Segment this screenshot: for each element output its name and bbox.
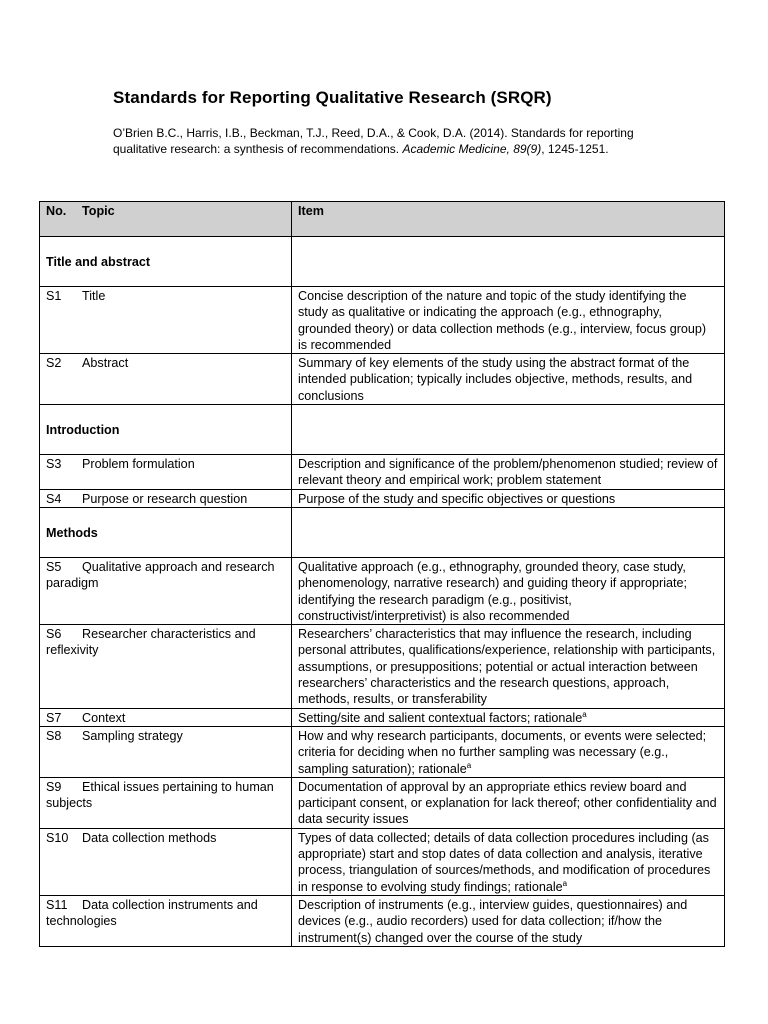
row-number: S11 (46, 897, 68, 912)
row-item-cell (292, 354, 725, 405)
row-number: S9 (46, 779, 62, 794)
row-number: S10 (46, 830, 69, 845)
row-item: Summary of key elements of the study using the abstract format of the intended publication; typically includes objective, methods, results, and conclusions (298, 356, 693, 403)
row-number: S6 (46, 627, 62, 642)
header-topic: Topic (82, 204, 115, 218)
row-topic: Title (82, 289, 106, 303)
table-row (40, 354, 725, 405)
table-header-row (40, 202, 725, 237)
section-item-empty (292, 507, 725, 557)
row-item-cell (292, 895, 725, 946)
row-item: Setting/site and salient contextual factors; rationale (298, 710, 583, 725)
row-topic-cell (40, 895, 292, 946)
row-item: Concise description of the nature and topic of the study identifying the study as qualitative or indicating the approach (e.g., ethnography, grounded theory) or data collection methods (e.g., interview, focus group) is recommended (298, 289, 707, 352)
table-row (40, 489, 725, 507)
section-name: Introduction (40, 405, 292, 455)
header-no: No. (46, 204, 67, 218)
document-title: Standards for Reporting Qualitative Research (SRQR) (113, 88, 552, 107)
row-topic: Data collection methods (82, 830, 217, 845)
row-topic: Context (82, 710, 126, 725)
section-name: Methods (40, 507, 292, 557)
row-topic: Data collection instruments and technologies (46, 897, 258, 929)
row-topic-cell (40, 455, 292, 490)
row-topic: Sampling strategy (82, 728, 183, 743)
row-number: S7 (46, 710, 62, 725)
footnote-marker: a (582, 709, 587, 719)
table-row (40, 708, 725, 726)
table-row (40, 557, 725, 624)
citation (113, 125, 673, 157)
row-topic-cell (40, 489, 292, 507)
row-topic: Ethical issues pertaining to human subjects (46, 779, 274, 811)
section-item-empty (292, 405, 725, 455)
header-no-topic (40, 202, 292, 237)
row-item-cell (292, 828, 725, 895)
section-item-empty (292, 237, 725, 287)
table-row (40, 828, 725, 895)
row-item: Researchers’ characteristics that may influence the research, including personal attributes, qualifications/experience, relationship with participants, assumptions, or presuppositions; potential or actual interaction between researchers’ characteristics and the research questions, approach, methods, results, or transferability (298, 627, 716, 707)
row-item-cell (292, 489, 725, 507)
row-item: Qualitative approach (e.g., ethnography, grounded theory, case study, phenomenology, narrative research) and guiding theory if appropriate; identifying the research paradigm (e.g., positivist, constructivist/interpretivist) is also recommended (298, 559, 688, 623)
row-topic: Problem formulation (82, 457, 195, 472)
row-item-cell (292, 726, 725, 777)
header-item: Item (292, 202, 725, 237)
citation-pages: , 1245-1251. (541, 142, 609, 156)
row-topic-cell (40, 287, 292, 354)
footnote-marker: a (466, 760, 472, 770)
row-item-cell (292, 287, 725, 354)
table-row (40, 895, 725, 946)
row-number: S5 (46, 559, 62, 574)
row-item-cell (292, 708, 725, 726)
row-item: Description and significance of the problem/phenomenon studied; review of relevant theory and empirical work; problem statement (298, 457, 718, 488)
table-row (40, 287, 725, 354)
row-topic-cell (40, 708, 292, 726)
row-topic-cell (40, 726, 292, 777)
row-number: S4 (46, 491, 62, 506)
row-topic: Qualitative approach and research paradigm (46, 559, 275, 591)
row-number: S1 (46, 289, 62, 303)
section-name: Title and abstract (40, 237, 292, 287)
row-topic-cell (40, 354, 292, 405)
row-item-cell (292, 455, 725, 490)
row-topic: Abstract (82, 356, 129, 371)
section-row (40, 405, 725, 455)
row-item: Documentation of approval by an appropriate ethics review board and participant consent, or explanation for lack thereof; other confidentiality and data security issues (298, 779, 717, 827)
section-row (40, 507, 725, 557)
row-item: Description of instruments (e.g., interview guides, questionnaires) and devices (e.g., audio recorders) used for data collection; if/how the instrument(s) changed over the course of the study (298, 897, 688, 945)
row-number: S2 (46, 356, 62, 371)
table-row (40, 455, 725, 490)
section-row (40, 237, 725, 287)
srqr-table (39, 201, 725, 947)
row-item-cell (292, 777, 725, 828)
row-item-cell (292, 557, 725, 624)
citation-journal: Academic Medicine, 89(9) (402, 142, 542, 156)
table-row (40, 625, 725, 708)
row-topic-cell (40, 557, 292, 624)
row-number: S3 (46, 457, 62, 472)
row-topic: Researcher characteristics and reflexivity (46, 627, 256, 658)
row-item-cell (292, 625, 725, 708)
row-topic-cell (40, 828, 292, 895)
table-row (40, 726, 725, 777)
row-topic-cell (40, 777, 292, 828)
row-item: Purpose of the study and specific objectives or questions (298, 491, 616, 506)
table-row (40, 777, 725, 828)
row-number: S8 (46, 728, 62, 743)
row-item: Types of data collected; details of data collection procedures including (as appropriate) start and stop dates of data collection and analysis, iterative process, triangulation of sources/methods, and modification of procedures in response to evolving study findings; rationale (298, 830, 711, 894)
footnote-marker: a (562, 878, 568, 888)
row-topic: Purpose or research question (82, 491, 248, 506)
row-item: How and why research participants, documents, or events were selected; criteria for deciding when no further sampling was necessary (e.g., sampling saturation); rationale (298, 728, 707, 776)
row-topic-cell (40, 625, 292, 708)
citation-text: O’Brien B.C., Harris, I.B., Beckman, T.J., Reed, D.A., & Cook, D.A. (2014). Standards for reporting qualitative research: a synthesis of recommendations. (113, 126, 634, 156)
